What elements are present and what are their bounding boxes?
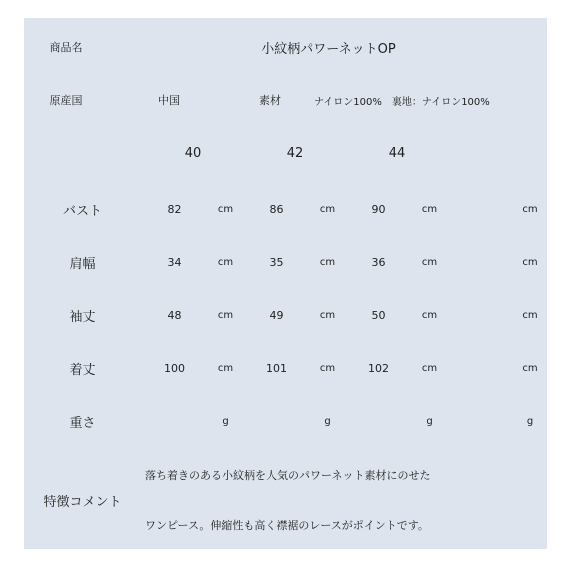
row-unit: cm xyxy=(412,184,447,235)
size-header-blank xyxy=(24,124,141,182)
row-unit: cm xyxy=(310,237,345,288)
product-name-value: 小紋柄パワーネットOP xyxy=(110,18,547,76)
product-name-label: 商品名 xyxy=(24,18,108,76)
row-value xyxy=(245,396,308,447)
row-unit: cm xyxy=(208,290,243,341)
row-extra-unit: cm xyxy=(513,343,547,394)
row-value: 90 xyxy=(347,184,410,235)
material-label: 素材 xyxy=(230,78,310,122)
row-unit: cm xyxy=(208,237,243,288)
row-extra-unit: cm xyxy=(513,290,547,341)
row-extra-value xyxy=(449,290,511,341)
row-value: 50 xyxy=(347,290,410,341)
row-extra-unit: cm xyxy=(513,184,547,235)
row-extra-value xyxy=(449,237,511,288)
row-label: 重さ xyxy=(24,396,141,447)
material-value: ナイロン100% 裏地：ナイロン100% xyxy=(312,78,547,122)
origin-value: 中国 xyxy=(110,78,228,122)
row-unit: cm xyxy=(412,343,447,394)
row-label: バスト xyxy=(24,184,141,235)
row-value: 82 xyxy=(143,184,206,235)
spec-table xyxy=(24,18,547,549)
comment-line-2: ワンピース。伸縮性も高く襟裾のレースがポイントです。 xyxy=(143,501,547,549)
row-unit: cm xyxy=(310,290,345,341)
row-extra-unit: cm xyxy=(513,237,547,288)
row-value: 48 xyxy=(143,290,206,341)
row-unit: cm xyxy=(208,343,243,394)
comment-label: 特徴コメント xyxy=(24,451,141,549)
row-unit: cm xyxy=(412,237,447,288)
size-header-42: 42 xyxy=(245,124,345,182)
row-unit: cm xyxy=(412,290,447,341)
row-value: 49 xyxy=(245,290,308,341)
comment-line-1: 落ち着きのある小紋柄を人気のパワーネット素材にのせた xyxy=(143,451,547,499)
row-value: 34 xyxy=(143,237,206,288)
row-value: 35 xyxy=(245,237,308,288)
row-extra-value xyxy=(449,184,511,235)
row-value: 86 xyxy=(245,184,308,235)
row-value: 102 xyxy=(347,343,410,394)
row-label: 肩幅 xyxy=(24,237,141,288)
row-unit: cm xyxy=(208,184,243,235)
row-value xyxy=(143,396,206,447)
row-unit: g xyxy=(208,396,243,447)
size-header-44: 44 xyxy=(347,124,447,182)
row-extra-value xyxy=(449,343,511,394)
row-value: 100 xyxy=(143,343,206,394)
row-unit: g xyxy=(412,396,447,447)
row-value xyxy=(347,396,410,447)
row-unit: g xyxy=(310,396,345,447)
row-value: 101 xyxy=(245,343,308,394)
size-header-40: 40 xyxy=(143,124,243,182)
row-label: 着丈 xyxy=(24,343,141,394)
row-extra-value xyxy=(449,396,511,447)
row-value: 36 xyxy=(347,237,410,288)
size-header-empty xyxy=(449,124,547,182)
origin-label: 原産国 xyxy=(24,78,108,122)
row-extra-unit: g xyxy=(513,396,547,447)
row-label: 袖丈 xyxy=(24,290,141,341)
row-unit: cm xyxy=(310,184,345,235)
row-unit: cm xyxy=(310,343,345,394)
